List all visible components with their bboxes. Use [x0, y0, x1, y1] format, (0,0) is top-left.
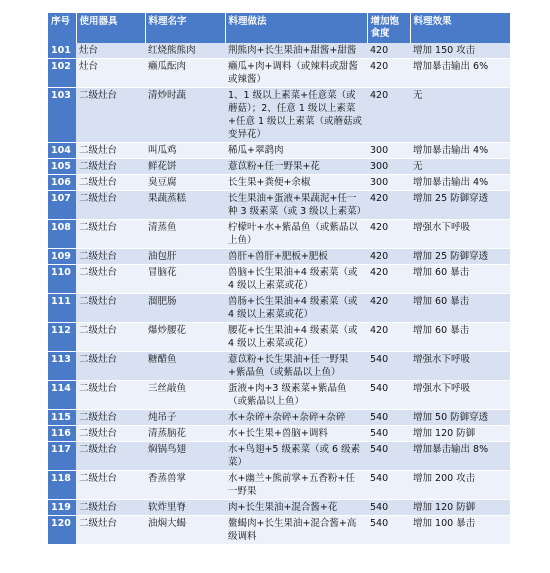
cell-name: 鲜花饼 — [145, 159, 225, 175]
cell-name: 糖醋鱼 — [145, 352, 225, 381]
cell-tool: 二级灶台 — [76, 471, 145, 500]
table-row — [48, 381, 510, 410]
table-row — [48, 426, 510, 442]
cell-method: 蛋液+肉+3 级素菜+紫晶鱼（或紫晶以上鱼） — [225, 381, 367, 410]
cell-effect: 增加 50 防御穿透 — [410, 410, 510, 426]
cell-id: 104 — [48, 143, 76, 159]
cell-id: 101 — [48, 43, 76, 59]
cell-name: 软炸里脊 — [145, 500, 225, 516]
cell-tool: 二级灶台 — [76, 352, 145, 381]
cell-id: 116 — [48, 426, 76, 442]
cell-id: 118 — [48, 471, 76, 500]
table-row — [48, 265, 510, 294]
cell-tool: 二级灶台 — [76, 410, 145, 426]
cell-satiety: 420 — [367, 265, 410, 294]
cell-satiety: 420 — [367, 249, 410, 265]
cell-id: 105 — [48, 159, 76, 175]
cell-method: 肉+长生果油+混合酱+花 — [225, 500, 367, 516]
cell-satiety: 300 — [367, 159, 410, 175]
table-row — [48, 43, 510, 59]
cell-effect: 增加暴击输出 4% — [410, 143, 510, 159]
cell-satiety: 300 — [367, 143, 410, 159]
cell-tool: 二级灶台 — [76, 88, 145, 143]
cell-satiety: 540 — [367, 381, 410, 410]
cell-name: 清蒸鱼 — [145, 220, 225, 249]
cell-name: 三丝敲鱼 — [145, 381, 225, 410]
cell-tool: 灶台 — [76, 43, 145, 59]
cell-method: 荆熊肉+长生果油+甜酱+甜酱 — [225, 43, 367, 59]
cell-method: 兽肝+兽肝+肥板+肥板 — [225, 249, 367, 265]
cell-id: 102 — [48, 59, 76, 88]
cell-satiety: 540 — [367, 516, 410, 545]
cell-tool: 二级灶台 — [76, 426, 145, 442]
recipe-table — [48, 13, 511, 545]
cell-effect: 增强水下呼吸 — [410, 220, 510, 249]
cell-name: 焖锅鸟翅 — [145, 442, 225, 471]
cell-method: 兽肠+长生果油+4 级素菜（或 4 级以上素菜或花） — [225, 294, 367, 323]
cell-method: 薏苡粉+任一野果+花 — [225, 159, 367, 175]
cell-id: 112 — [48, 323, 76, 352]
cell-method: 1、1 级以上素菜+任意菜（或蘑菇）；2、任意 1 级以上素菜+任意 1 级以上素菜（或蘑菇或变异花） — [225, 88, 367, 143]
cell-tool: 二级灶台 — [76, 500, 145, 516]
cell-effect: 增强水下呼吸 — [410, 381, 510, 410]
cell-name: 红烧熊熊肉 — [145, 43, 225, 59]
table-row — [48, 220, 510, 249]
table-row — [48, 59, 510, 88]
cell-effect: 增强水下呼吸 — [410, 352, 510, 381]
cell-method: 薏苡粉+长生果油+任一野果+紫晶鱼（或紫晶以上鱼） — [225, 352, 367, 381]
cell-effect: 增加 150 攻击 — [410, 43, 510, 59]
cell-effect: 增加 25 防御穿透 — [410, 191, 510, 220]
table-body — [48, 43, 510, 545]
cell-id: 103 — [48, 88, 76, 143]
cell-effect: 增加 100 暴击 — [410, 516, 510, 545]
cell-satiety: 300 — [367, 175, 410, 191]
cell-effect: 增加 200 攻击 — [410, 471, 510, 500]
cell-id: 117 — [48, 442, 76, 471]
cell-satiety: 420 — [367, 88, 410, 143]
cell-satiety: 540 — [367, 352, 410, 381]
table-row — [48, 249, 510, 265]
header-method: 料理做法 — [225, 13, 367, 43]
cell-method: 癞瓜+肉+调料（或辣料或甜酱或辣酱） — [225, 59, 367, 88]
cell-id: 109 — [48, 249, 76, 265]
cell-name: 冒脑花 — [145, 265, 225, 294]
cell-effect: 增加 120 防御 — [410, 426, 510, 442]
cell-id: 108 — [48, 220, 76, 249]
cell-effect: 增加暴击输出 8% — [410, 442, 510, 471]
cell-tool: 二级灶台 — [76, 159, 145, 175]
cell-effect: 增加 25 防御穿透 — [410, 249, 510, 265]
cell-tool: 二级灶台 — [76, 249, 145, 265]
cell-method: 水+长生果+兽脑+调料 — [225, 426, 367, 442]
cell-method: 稀瓜+翠鹞肉 — [225, 143, 367, 159]
cell-effect: 增加暴击输出 4% — [410, 175, 510, 191]
cell-name: 叫瓜鸡 — [145, 143, 225, 159]
cell-method: 鳌蝎肉+长生果油+混合酱+高级调料 — [225, 516, 367, 545]
cell-satiety: 540 — [367, 426, 410, 442]
cell-effect: 增加 60 暴击 — [410, 265, 510, 294]
cell-id: 110 — [48, 265, 76, 294]
cell-effect: 无 — [410, 159, 510, 175]
cell-name: 香蒸兽掌 — [145, 471, 225, 500]
cell-satiety: 420 — [367, 294, 410, 323]
cell-tool: 灶台 — [76, 59, 145, 88]
table-row — [48, 159, 510, 175]
cell-method: 水+幽兰+熊前掌+五香粉+任一野果 — [225, 471, 367, 500]
cell-method: 水+杂碎+杂碎+杂碎+杂碎 — [225, 410, 367, 426]
table-row — [48, 143, 510, 159]
table-row — [48, 323, 510, 352]
table-row — [48, 442, 510, 471]
cell-method: 柠檬叶+水+紫晶鱼（或紫晶以上鱼） — [225, 220, 367, 249]
cell-satiety: 420 — [367, 220, 410, 249]
cell-satiety: 420 — [367, 323, 410, 352]
cell-tool: 二级灶台 — [76, 265, 145, 294]
cell-tool: 二级灶台 — [76, 323, 145, 352]
table-row — [48, 516, 510, 545]
cell-id: 115 — [48, 410, 76, 426]
cell-tool: 二级灶台 — [76, 220, 145, 249]
cell-method: 兽脑+长生果油+4 级素菜（或 4 级以上素菜或花） — [225, 265, 367, 294]
cell-name: 溜肥肠 — [145, 294, 225, 323]
cell-name: 癞瓜酝肉 — [145, 59, 225, 88]
cell-effect: 增加 60 暴击 — [410, 323, 510, 352]
cell-name: 油包肝 — [145, 249, 225, 265]
recipe-table-container — [48, 13, 510, 545]
header-id: 序号 — [48, 13, 76, 43]
cell-name: 清蒸脑花 — [145, 426, 225, 442]
cell-id: 120 — [48, 516, 76, 545]
cell-satiety: 540 — [367, 471, 410, 500]
cell-satiety: 420 — [367, 43, 410, 59]
header-name: 料理名字 — [145, 13, 225, 43]
cell-tool: 二级灶台 — [76, 191, 145, 220]
cell-satiety: 540 — [367, 500, 410, 516]
cell-satiety: 540 — [367, 410, 410, 426]
cell-id: 107 — [48, 191, 76, 220]
cell-id: 111 — [48, 294, 76, 323]
cell-name: 臭豆腐 — [145, 175, 225, 191]
cell-satiety: 540 — [367, 442, 410, 471]
table-row — [48, 294, 510, 323]
cell-id: 113 — [48, 352, 76, 381]
cell-name: 清炒时蔬 — [145, 88, 225, 143]
cell-tool: 二级灶台 — [76, 381, 145, 410]
header-tool: 使用器具 — [76, 13, 145, 43]
table-row — [48, 191, 510, 220]
cell-method: 腰花+长生果油+4 级素菜（或 4 级以上素菜或花） — [225, 323, 367, 352]
header-satiety: 增加饱食度 — [367, 13, 410, 43]
cell-tool: 二级灶台 — [76, 516, 145, 545]
cell-effect: 增加 120 防御 — [410, 500, 510, 516]
cell-id: 114 — [48, 381, 76, 410]
cell-name: 炖吊子 — [145, 410, 225, 426]
table-row — [48, 500, 510, 516]
cell-satiety: 420 — [367, 59, 410, 88]
cell-name: 油焖大蝎 — [145, 516, 225, 545]
cell-id: 106 — [48, 175, 76, 191]
cell-tool: 二级灶台 — [76, 143, 145, 159]
table-header-row — [48, 13, 510, 43]
table-row — [48, 471, 510, 500]
table-row — [48, 175, 510, 191]
cell-method: 长生果油+蛋液+果蔬泥+任一种 3 级素菜（或 3 级以上素菜） — [225, 191, 367, 220]
cell-effect: 增加暴击输出 6% — [410, 59, 510, 88]
cell-satiety: 420 — [367, 191, 410, 220]
cell-tool: 二级灶台 — [76, 294, 145, 323]
table-row — [48, 410, 510, 426]
cell-name: 果蔬蒸糕 — [145, 191, 225, 220]
cell-method: 水+鸟翅+5 级素菜（或 6 级素菜） — [225, 442, 367, 471]
cell-name: 爆炒腰花 — [145, 323, 225, 352]
cell-tool: 二级灶台 — [76, 442, 145, 471]
cell-method: 长生果+粪便+余椒 — [225, 175, 367, 191]
table-row — [48, 352, 510, 381]
header-effect: 料理效果 — [410, 13, 510, 43]
cell-tool: 二级灶台 — [76, 175, 145, 191]
cell-id: 119 — [48, 500, 76, 516]
cell-effect: 增加 60 暴击 — [410, 294, 510, 323]
table-row — [48, 88, 510, 143]
cell-effect: 无 — [410, 88, 510, 143]
